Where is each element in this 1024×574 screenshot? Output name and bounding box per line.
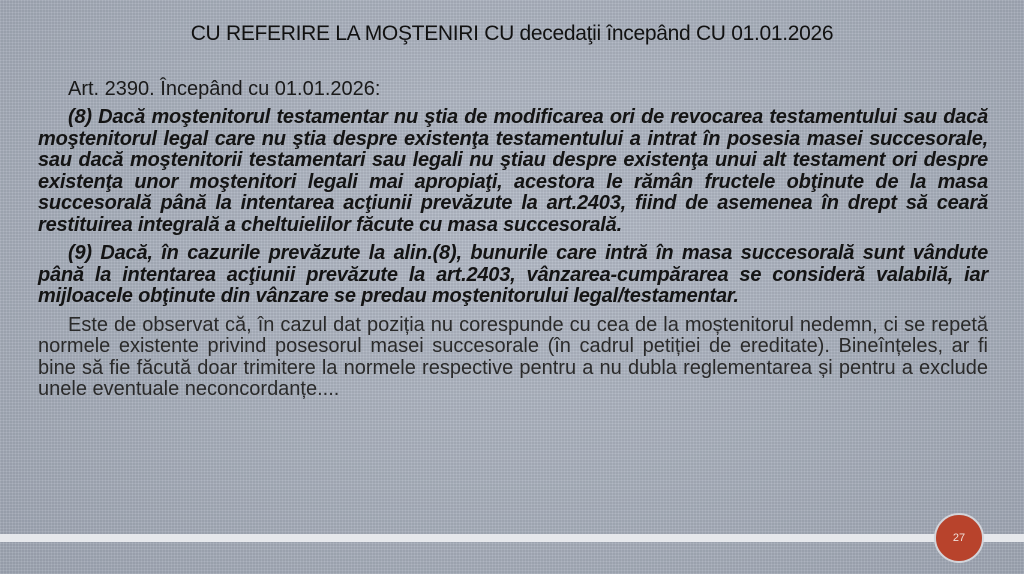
commentary-paragraph: Este de observat că, în cazul dat poziția nu corespunde cu cea de la moștenitorul nedemn, ci se repetă normele existente privind posesorul masei succesorale (în cadrul petiției de ereditate). Bineînțeles, ar fi bine să fie făcută doar trimitere la normele respective pentru a nu dubla reglementarea și pentru a exclude unele eventuale neconcordanțe.... xyxy=(38,313,988,400)
paragraph-8: (8) Dacă moştenitorul testamentar nu ştia de modificarea ori de revocarea testamentului sau dacă moştenitorul legal care nu ştia despre existenţa testamentului a intrat în posesia masei succesorale, sau dacă moştenitorii testamentari sau legali nu ştiau despre existenţa unui alt testament ori despre existenţa unor moştenitori legali mai apropiaţi, acestora le rămân fructele obţinute de la masa succesorală până la intentarea acţiunii prevăzute la art.2403, fiind de asemenea în drept să ceară restituirea integrală a cheltuielilor făcute cu masa succesorală. xyxy=(38,106,988,236)
paragraph-9: (9) Dacă, în cazurile prevăzute la alin.(8), bunurile care intră în masa succesorală sunt vândute până la intentarea acţiunii prevăzute la art.2403, vânzarea-cumpărarea se consideră valabilă, iar mijloacele obţinute din vânzare se predau moştenitorului legal/testamentar. xyxy=(38,242,988,307)
page-number-badge xyxy=(934,513,984,563)
footer-divider xyxy=(0,534,1024,542)
slide-body xyxy=(38,78,988,408)
article-heading: Art. 2390. Începând cu 01.01.2026: xyxy=(68,78,381,100)
page-number: 27 xyxy=(952,532,966,544)
slide-title: CU REFERIRE LA MOŞTENIRI CU decedaţii începând CU 01.01.2026 xyxy=(190,22,834,45)
